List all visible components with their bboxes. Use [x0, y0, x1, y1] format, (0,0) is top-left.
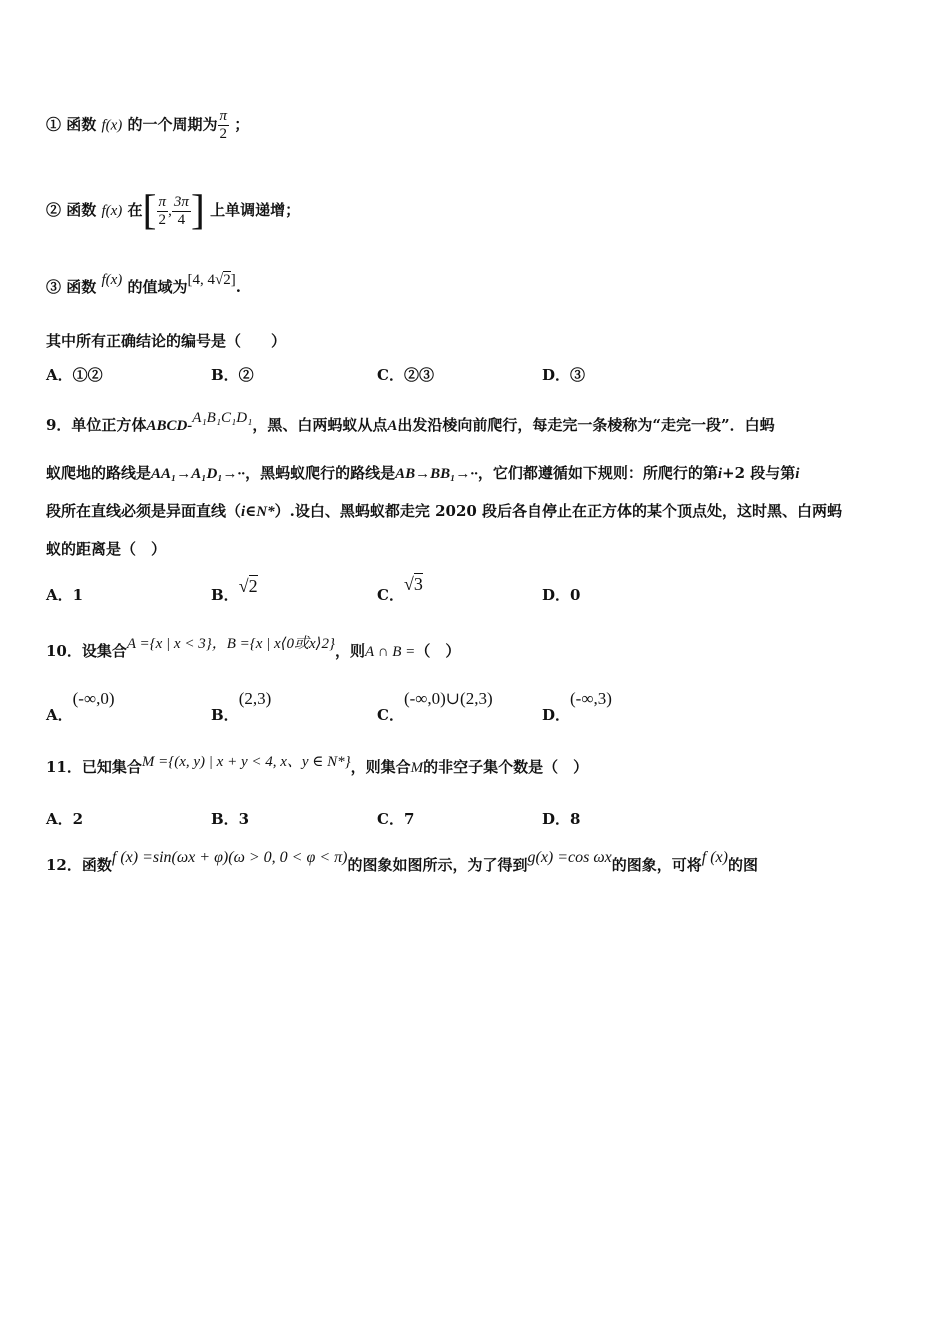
right-bracket: ]	[190, 188, 205, 234]
q11-option-b[interactable]: B．3	[211, 810, 250, 828]
statement-3-func: f(x)	[101, 272, 123, 288]
statement-1-mid: 的一个周期为	[127, 115, 218, 134]
left-bracket: [	[142, 188, 157, 234]
q9-line-3: 段所在直线必须是异面直线（i∈N*）.设白、黑蚂蚁都走完 2020 段后各自停止在正方体的某个顶点处，这时黑、白两蚂	[46, 502, 843, 520]
q11-option-d[interactable]: D．8	[542, 810, 581, 828]
period-fraction: $\frac{\pi}{2}$	[219, 108, 228, 142]
q11-stem: 11．已知集合M ={(x, y) | x + y < 4, x、y ∈ N*}，则集合M的非空子集个数是（ ）	[46, 754, 589, 776]
q8-option-b[interactable]: B．②	[211, 366, 254, 384]
q10-option-a[interactable]: A．(-∞,0)	[46, 689, 115, 724]
black-ant-path: AB→BB₁→··	[395, 466, 478, 482]
statement-2-suffix: 上单调递增；	[210, 201, 301, 219]
statement-1-prefix: ① 函数	[46, 115, 97, 134]
cube-top-face: A₁B₁C₁D₁	[192, 410, 253, 426]
statement-2-prefix: ② 函数	[46, 201, 97, 219]
set-m-definition: M ={(x, y) | x + y < 4, x、y ∈ N*}	[141, 754, 351, 770]
q8-option-d[interactable]: D．③	[542, 366, 586, 384]
q9-option-b[interactable]: B．√2	[211, 576, 258, 604]
white-ant-path: AA₁→A₁D₁→··	[151, 466, 246, 482]
set-definitions: A ={x | x < 3}，B ={x | x⟨0或x⟩2}	[126, 636, 336, 652]
statement-1	[46, 108, 249, 143]
q8-option-c[interactable]: C．②③	[377, 366, 434, 384]
statement-2-func: f(x)	[101, 203, 123, 219]
q9-option-a[interactable]: A．1	[46, 586, 84, 604]
q9-line-4: 蚁的距离是（ ）	[46, 540, 167, 558]
statement-3-mid: 的值域为	[127, 278, 188, 296]
q10-option-d[interactable]: D．(-∞,3)	[542, 689, 612, 724]
interval-start: $\frac{\pi}{2}$	[158, 193, 167, 228]
statement-2: ② 函数 f(x) 在[ $\frac{\pi}{2}$ , $\frac{3\pi}{4}$ ] 上单调递增；	[46, 188, 301, 234]
function-f: f (x) =sin(ωx + φ)(ω > 0, 0 < φ < π)	[111, 849, 348, 866]
q11-option-c[interactable]: C．7	[377, 810, 415, 828]
q11-option-a[interactable]: A．2	[46, 810, 84, 828]
statement-3: ③ 函数 f(x) 的值域为[4, 4√2].	[46, 272, 242, 296]
function-g: g(x) =cos ωx	[527, 849, 612, 866]
q9-option-d[interactable]: D．0	[542, 586, 581, 604]
q9-line-1: 9．单位正方体ABCD-A₁B₁C₁D₁，黑、白两蚂蚁从点A出发沿棱向前爬行，每走完一条棱称为“走完一段”．白蚂	[46, 410, 775, 434]
q8-option-a[interactable]: A．①②	[46, 366, 103, 384]
q10-stem: 10．设集合A ={x | x < 3}，B ={x | x⟨0或x⟩2}，则A ∩ B =（ ）	[46, 636, 461, 660]
q10-option-c[interactable]: C．(-∞,0)∪(2,3)	[377, 689, 493, 724]
q12-stem: 12．函数f (x) =sin(ωx + φ)(ω > 0, 0 < φ < π)的图象如图所示，为了得到g(x) =cos ωx的图象，可将f (x)的图	[46, 849, 758, 874]
q10-option-b[interactable]: B．(2,3)	[211, 689, 272, 724]
q9-line-2: 蚁爬地的路线是AA₁→A₁D₁→··，黑蚂蚁爬行的路线是AB→BB₁→··，它们都遵循如下规则：所爬行的第i+2 段与第i	[46, 464, 800, 482]
statement-1-suffix: ；	[234, 115, 250, 134]
statement-3-prefix: ③ 函数	[46, 278, 97, 296]
q8-prompt: 其中所有正确结论的编号是（ ）	[46, 332, 287, 350]
interval-end: $\frac{3\pi}{4}$	[173, 193, 189, 228]
q9-option-c[interactable]: C．√3	[377, 574, 423, 604]
range-expression: [4, 4√2]	[187, 272, 236, 288]
statement-1-func: f(x)	[101, 117, 123, 134]
statement-2-mid: 在	[127, 201, 143, 219]
